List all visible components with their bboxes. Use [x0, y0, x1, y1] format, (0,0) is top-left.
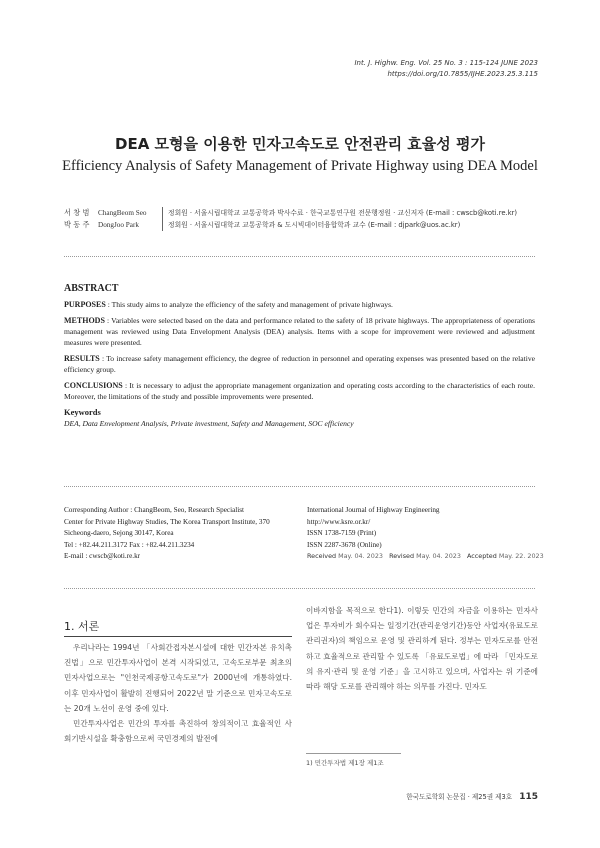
results-label: RESULTS [64, 354, 100, 363]
abstract-methods [64, 315, 535, 348]
body-paragraph: 이바지함을 목적으로 한다1). 이렇듯 민간의 자금을 이용하는 민자사업은 투자비가 회수되는 일정기간(관리운영기간)동안 사업자(유료도로관리권자)의 책임으로 운영 및 관리하게 된다. 정부는 민자도로를 안전하고 효율적으로 관리할 수 있도록 「유료도로법」에 따라 「민자도로의 유지·관리 및 운영 기준」을 고시하고 있으며, 사업자는 위 기준에 따라 해당 도로를 관리해야 하는 의무를 가진다. 민자도 [306, 606, 538, 692]
author-list [64, 207, 517, 231]
corr-email: E-mail : cwscb@koti.re.kr [64, 552, 141, 561]
author-row [64, 207, 517, 219]
title-korean: DEA 모형을 이용한 민자고속도로 안전관리 효율성 평가 [115, 135, 485, 153]
journal-name: International Journal of Highway Engineering [307, 506, 440, 514]
journal-citation [354, 58, 538, 80]
revised-date: May. 04. 2023 [416, 552, 461, 561]
page-number: 115 [519, 792, 538, 802]
accepted-date: May. 22. 2023 [498, 552, 544, 561]
author-name-english: ChangBeom Seo [98, 209, 147, 217]
journal-url[interactable]: http://www.ksre.or.kr/ [307, 517, 371, 526]
footnote-rule [306, 753, 401, 754]
body-paragraph: 우리나라는 1994년 「사회간접자본시설에 대한 민간자본 유치촉진법」으로 민간투자사업이 본격 시작되었고, 고속도로부문 최초의 민자사업으로는 "인천국제공항고속도로"가 2000년에 개통하였다. 이후 민자사업이 활발히 진행되어 2022년 말 기준으로 민자고속도로는 20개 노선이 운영 중에 있다. [64, 643, 292, 713]
footnote: 1) 민간투자법 제1장 제1조 [306, 759, 384, 767]
abstract-block [64, 283, 535, 429]
abstract-results [64, 353, 535, 375]
corr-line: Sicheong-daero, Sejong 30147, Korea [64, 529, 174, 538]
corr-line: Tel : +82.44.211.3172 Fax : +82.44.211.3234 [64, 540, 195, 549]
section-rule [64, 636, 292, 637]
section-title: 1. 서론 [64, 620, 100, 633]
divider-dotted-section [64, 588, 535, 589]
title-english: Efficiency Analysis of Safety Management of Private Highway using DEA Model [62, 158, 538, 174]
revised-label: Revised [389, 552, 415, 561]
journal-doi[interactable]: https://doi.org/10.7855/IJHE.2023.25.3.115 [387, 70, 538, 78]
corr-line: Corresponding Author : ChangBeom, Seo, Research Specialist [64, 506, 245, 514]
purposes-text: : This study aims to analyze the efficiency of the safety and management of private highways. [105, 300, 393, 309]
footer-journal: 한국도로학회 논문집 · 제25권 제3호 [406, 793, 513, 801]
author-affiliation: 정회원 · 서울시립대학교 교통공학과 박사수료 · 한국교통연구원 전문행정원 · 교신저자 (E-mail : cwscb@koti.re.kr) [168, 209, 518, 217]
abstract-conclusions [64, 380, 535, 402]
author-name-korean: 서 창 범 [64, 208, 90, 217]
body-paragraph: 민간투자사업은 민간의 투자를 촉진하여 창의적이고 효율적인 사회기반시설을 확충함으로써 국민경제의 발전에 [64, 719, 292, 744]
divider-dotted-bottom [64, 486, 535, 487]
author-name-korean: 박 동 주 [64, 220, 90, 229]
author-name-english: DongJoo Park [98, 221, 139, 229]
article-dates [307, 551, 544, 563]
author-divider [162, 219, 163, 231]
methods-label: METHODS [64, 316, 105, 325]
divider-dotted-top [64, 256, 535, 257]
corr-line: Center for Private Highway Studies, The Korea Transport Institute, 370 [64, 517, 270, 526]
correspondence-block [64, 505, 299, 563]
author-affiliation: 정회원 · 서울시립대학교 교통공학과 & 도시빅데이터융합학과 교수 (E-mail : djpark@uos.ac.kr) [168, 221, 461, 229]
journal-volume-line: Int. J. Highw. Eng. Vol. 25 No. 3 : 115-124 JUNE 2023 [354, 59, 538, 67]
author-divider [162, 207, 163, 219]
results-text: : To increase safety management efficiency, the degree of reduction in personnel and operating expenses was presented based on the relative efficiency group. [64, 354, 535, 374]
keywords-list: DEA, Data Envelopment Analysis, Private investment, Safety and Management, SOC efficiency [64, 419, 354, 428]
author-row [64, 219, 517, 231]
conclusions-text: : It is necessary to adjust the appropriate management organization and operating costs according to the characteristics of each route. Moreover, the limitations of the study and possible improvements were presented. [64, 381, 535, 401]
body-column-right [306, 603, 538, 694]
issn-online: ISSN 2287-3678 (Online) [307, 540, 382, 549]
abstract-heading: ABSTRACT [64, 283, 119, 294]
purposes-label: PURPOSES [64, 300, 106, 309]
methods-text: : Variables were selected based on the data and performance related to the safety of 18 private highways. The appropriateness of operations management was reviewed using Data Envelopment Analysis (DEA) analysis. Items with a scope for improvement were reviewed and adjustment measures were presented. [64, 316, 535, 347]
journal-info-block [307, 505, 544, 563]
page-footer [406, 791, 538, 802]
received-date: May. 04. 2023 [338, 552, 383, 561]
abstract-purposes [64, 299, 535, 310]
keywords-heading: Keywords [64, 407, 101, 417]
conclusions-label: CONCLUSIONS [64, 381, 123, 390]
received-label: Received [307, 552, 337, 561]
body-column-left [64, 640, 292, 746]
issn-print: ISSN 1738-7159 (Print) [307, 529, 377, 538]
accepted-label: Accepted [467, 552, 497, 561]
